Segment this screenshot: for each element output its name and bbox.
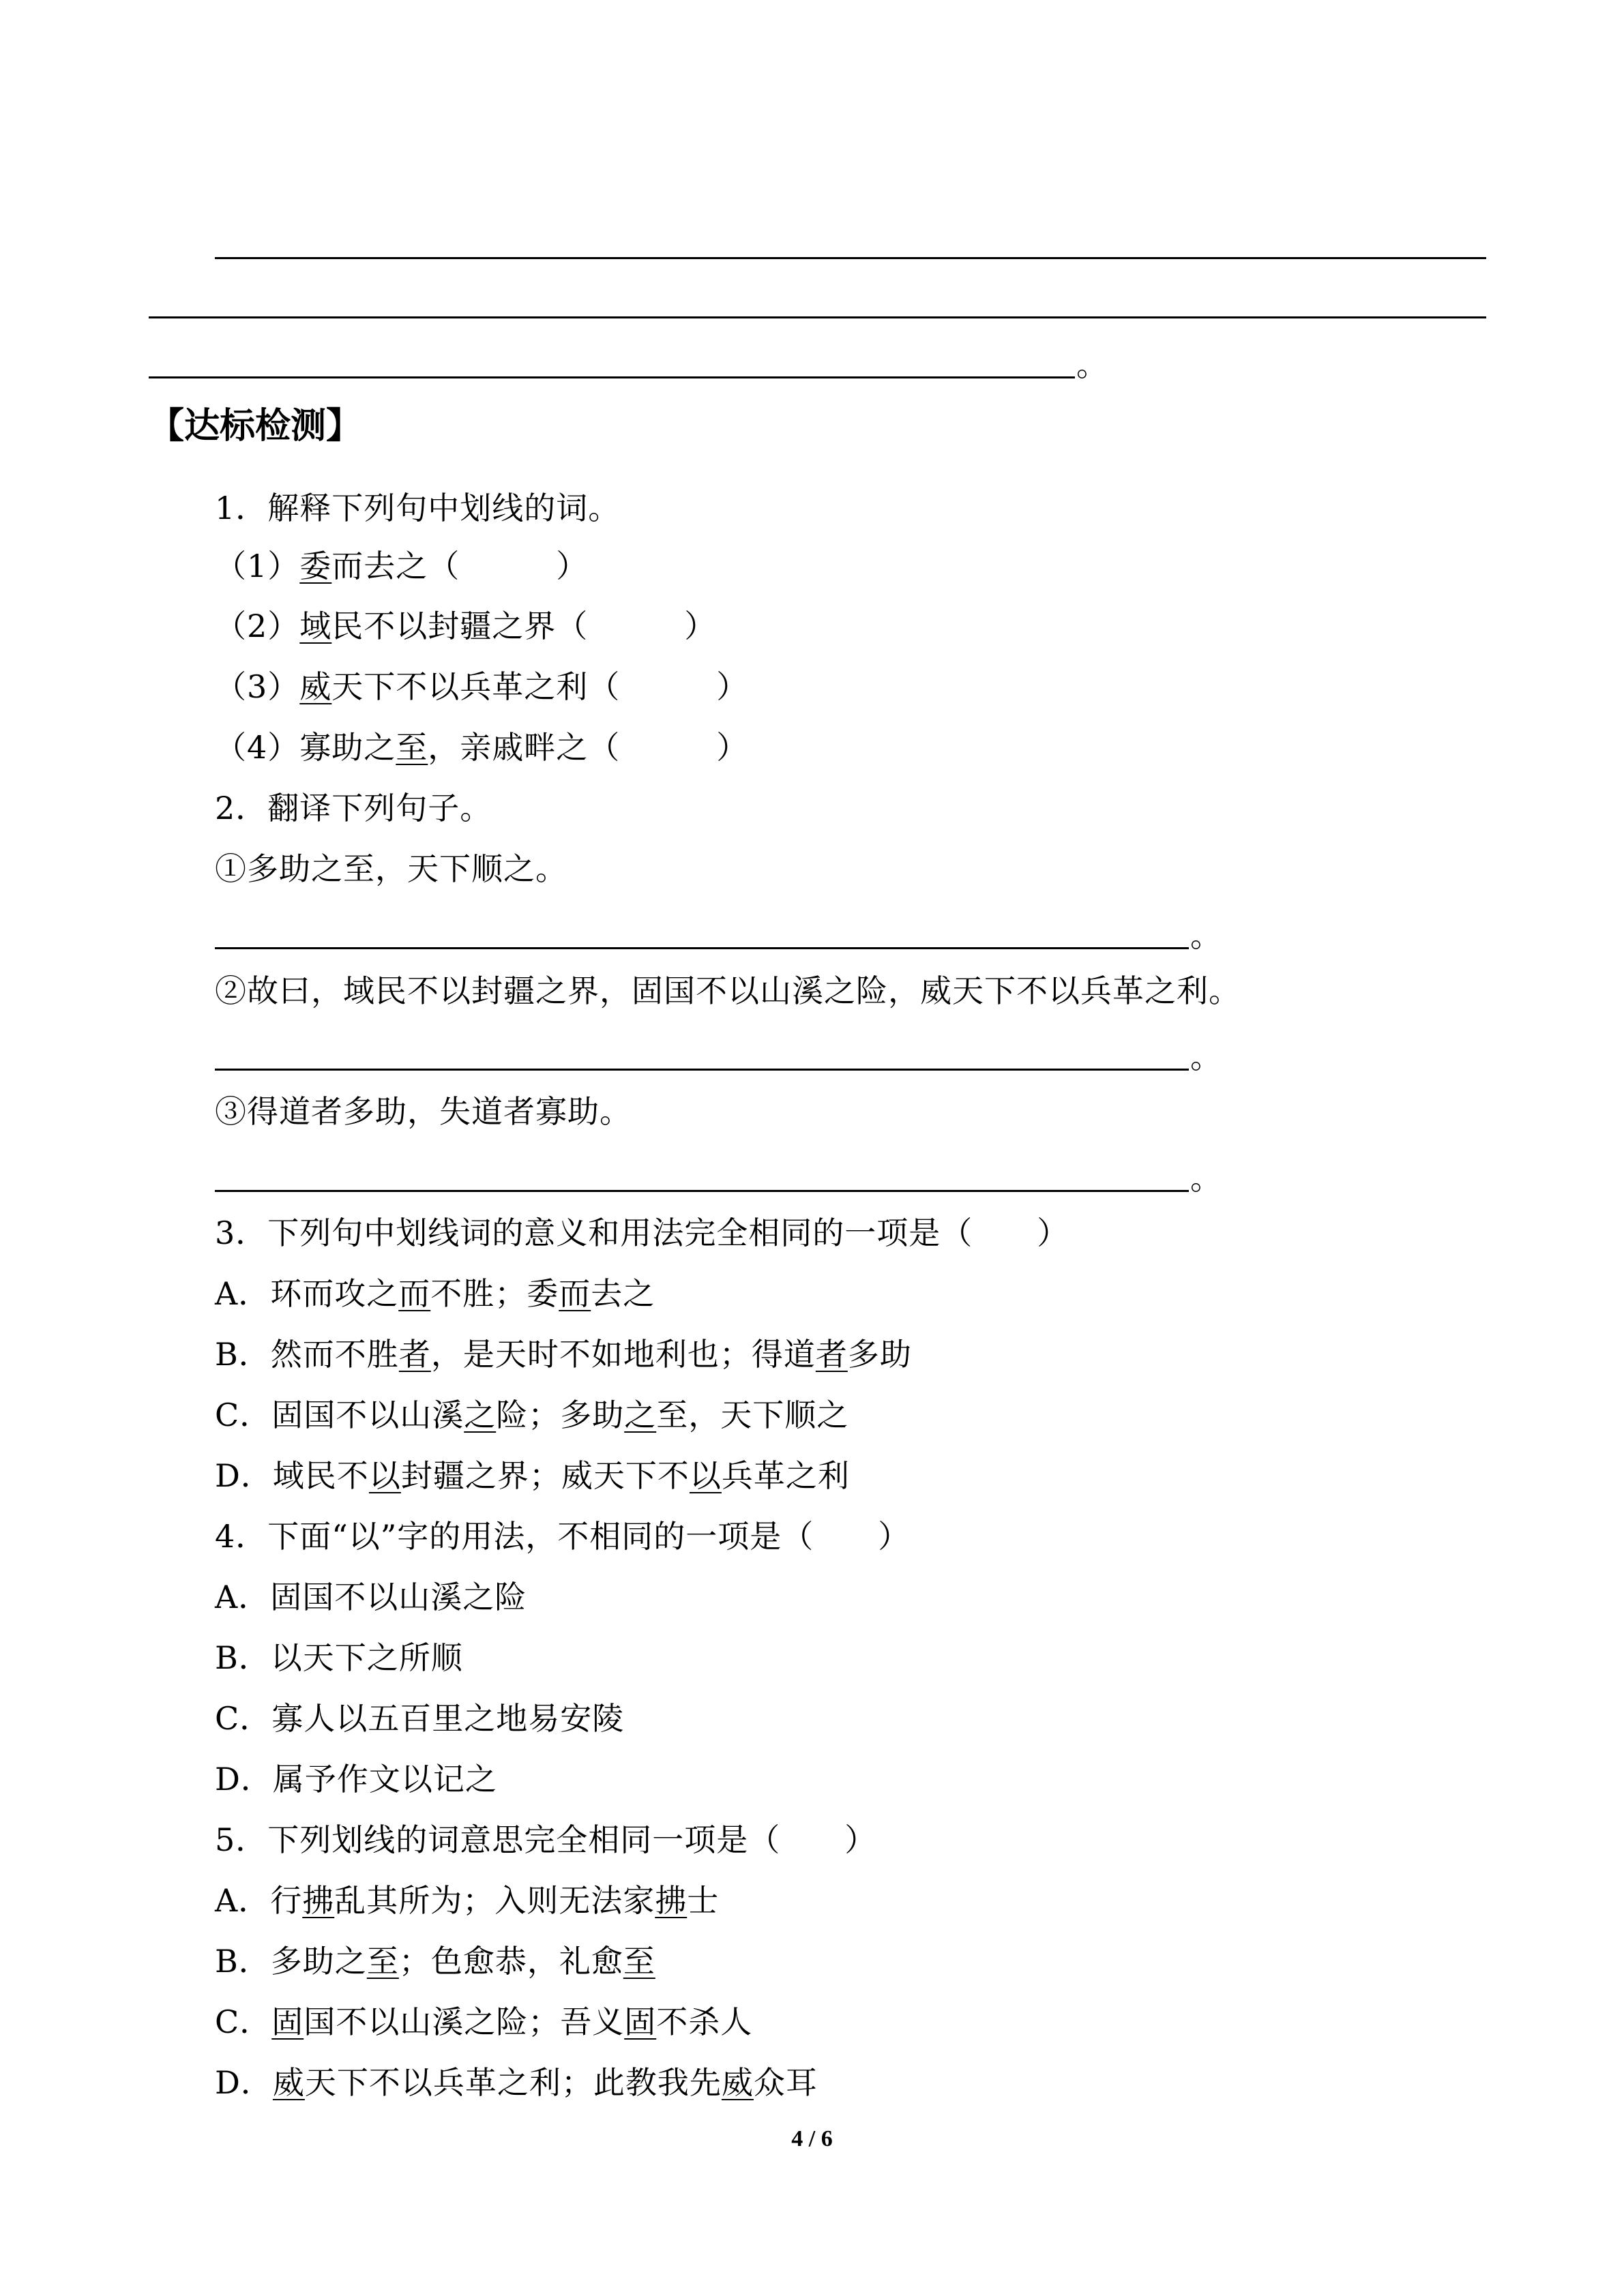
text-segment: 天下不以兵革之利（ ）: [331, 668, 749, 705]
underlined-word: 而: [398, 1275, 431, 1312]
end-mark: 。: [1190, 1160, 1222, 1197]
text-segment: 民不以封疆之界（ ）: [331, 608, 717, 644]
text-segment: A．行: [215, 1882, 303, 1919]
text-segment: 乱其所为；入则无法家: [334, 1882, 655, 1919]
q1-item-3: [215, 666, 748, 707]
underlined-word: 之: [464, 1397, 497, 1433]
section-heading: 【达标检测】: [149, 406, 362, 447]
question-1-prompt: 1．解释下列句中划线的词。: [215, 490, 621, 526]
underlined-word: 至: [396, 729, 428, 766]
question-2-prompt: 2．翻译下列句子。: [215, 790, 492, 826]
text-segment: 去之: [591, 1275, 655, 1312]
q1-item-1: [215, 546, 588, 586]
underlined-word: 域: [299, 608, 332, 644]
underlined-word: 固: [624, 2003, 657, 2040]
answer-line: [215, 1190, 1189, 1192]
text-segment: 不杀人: [656, 2003, 753, 2040]
text-segment: 封疆之界；威天下不: [400, 1457, 690, 1494]
text-segment: （3）: [215, 668, 300, 705]
text-segment: 国不以山溪之险；吾义: [304, 2003, 625, 2040]
q3-option-c: [215, 1395, 848, 1435]
text-segment: ，亲戚畔之（ ）: [428, 729, 749, 766]
answer-line: [149, 316, 1486, 318]
q5-option-b: [215, 1941, 655, 1982]
text-segment: （1）: [215, 548, 300, 584]
text-segment: D．: [215, 2064, 273, 2101]
answer-line: [215, 257, 1486, 259]
q5-option-c: [215, 2001, 752, 2042]
q4-option-a: A．固国不以山溪之险: [215, 1579, 527, 1615]
text-segment: A．环而攻之: [215, 1275, 399, 1312]
underlined-word: 威: [272, 2064, 305, 2101]
q2-sentence-2: ②故曰，域民不以封疆之界，固国不以山溪之险，威天下不以兵革之利。: [215, 972, 1241, 1009]
answer-line: [215, 947, 1189, 949]
q4-option-c: C．寡人以五百里之地易安陵: [215, 1700, 625, 1737]
text-segment: 至，天下顺之: [656, 1397, 849, 1433]
underlined-word: 固: [271, 2003, 304, 2040]
q3-option-a: [215, 1273, 655, 1314]
end-mark: 。: [1190, 917, 1222, 954]
underlined-word: 威: [299, 668, 332, 705]
underlined-word: 至: [623, 1943, 655, 1980]
underlined-word: 之: [624, 1397, 657, 1433]
text-segment: （2）: [215, 608, 300, 644]
text-segment: 不胜；委: [430, 1275, 559, 1312]
text-segment: 多助: [847, 1336, 912, 1373]
question-5-prompt: 5．下列划线的词意思完全相同一项是（ ）: [215, 1821, 877, 1858]
q5-option-a: [215, 1880, 719, 1921]
text-segment: 天下不以兵革之利；此教我先: [304, 2064, 722, 2101]
q4-option-b: B．以天下之所顺: [215, 1639, 463, 1676]
text-segment: B．然而不胜: [215, 1336, 399, 1373]
end-mark: 。: [1076, 346, 1108, 383]
q3-option-d: [215, 1455, 850, 1496]
text-segment: 险；多助: [496, 1397, 625, 1433]
text-segment: C．: [215, 2003, 272, 2040]
q1-item-2: [215, 606, 716, 646]
q1-item-4: [215, 727, 748, 768]
q2-sentence-3: ③得道者多助，失道者寡助。: [215, 1093, 632, 1130]
text-segment: D．域民不: [215, 1457, 369, 1494]
end-mark: 。: [1190, 1039, 1222, 1075]
answer-line: [149, 376, 1075, 378]
page-number: 4 / 6: [791, 2126, 833, 2151]
underlined-word: 以: [368, 1457, 401, 1494]
underlined-word: 威: [721, 2064, 754, 2101]
question-4-prompt: 4．下面“以”字的用法，不相同的一项是（ ）: [215, 1518, 911, 1555]
text-segment: 士: [687, 1882, 720, 1919]
underlined-word: 以: [689, 1457, 722, 1494]
text-segment: 众耳: [753, 2064, 818, 2101]
text-segment: ；色愈恭，礼愈: [398, 1943, 623, 1980]
underlined-word: 者: [815, 1336, 848, 1373]
answer-line: [215, 1069, 1189, 1071]
text-segment: 而去之（ ）: [331, 548, 589, 584]
underlined-word: 拂: [302, 1882, 335, 1919]
underlined-word: 委: [299, 548, 332, 584]
text-segment: C．固国不以山溪: [215, 1397, 464, 1433]
text-segment: 兵革之利: [721, 1457, 850, 1494]
q5-option-d: [215, 2062, 818, 2103]
q3-option-b: [215, 1334, 912, 1375]
underlined-word: 者: [398, 1336, 431, 1373]
underlined-word: 拂: [655, 1882, 688, 1919]
q2-sentence-1: ①多助之至，天下顺之。: [215, 850, 567, 887]
text-segment: （4）寡助之: [215, 729, 396, 766]
q4-option-d: D．属予作文以记之: [215, 1761, 497, 1798]
text-segment: ，是天时不如地利也；得道: [430, 1336, 816, 1373]
underlined-word: 而: [559, 1275, 591, 1312]
text-segment: B．多助之: [215, 1943, 367, 1980]
underlined-word: 至: [366, 1943, 399, 1980]
question-3-prompt: 3．下列句中划线词的意义和用法完全相同的一项是（ ）: [215, 1214, 1069, 1251]
